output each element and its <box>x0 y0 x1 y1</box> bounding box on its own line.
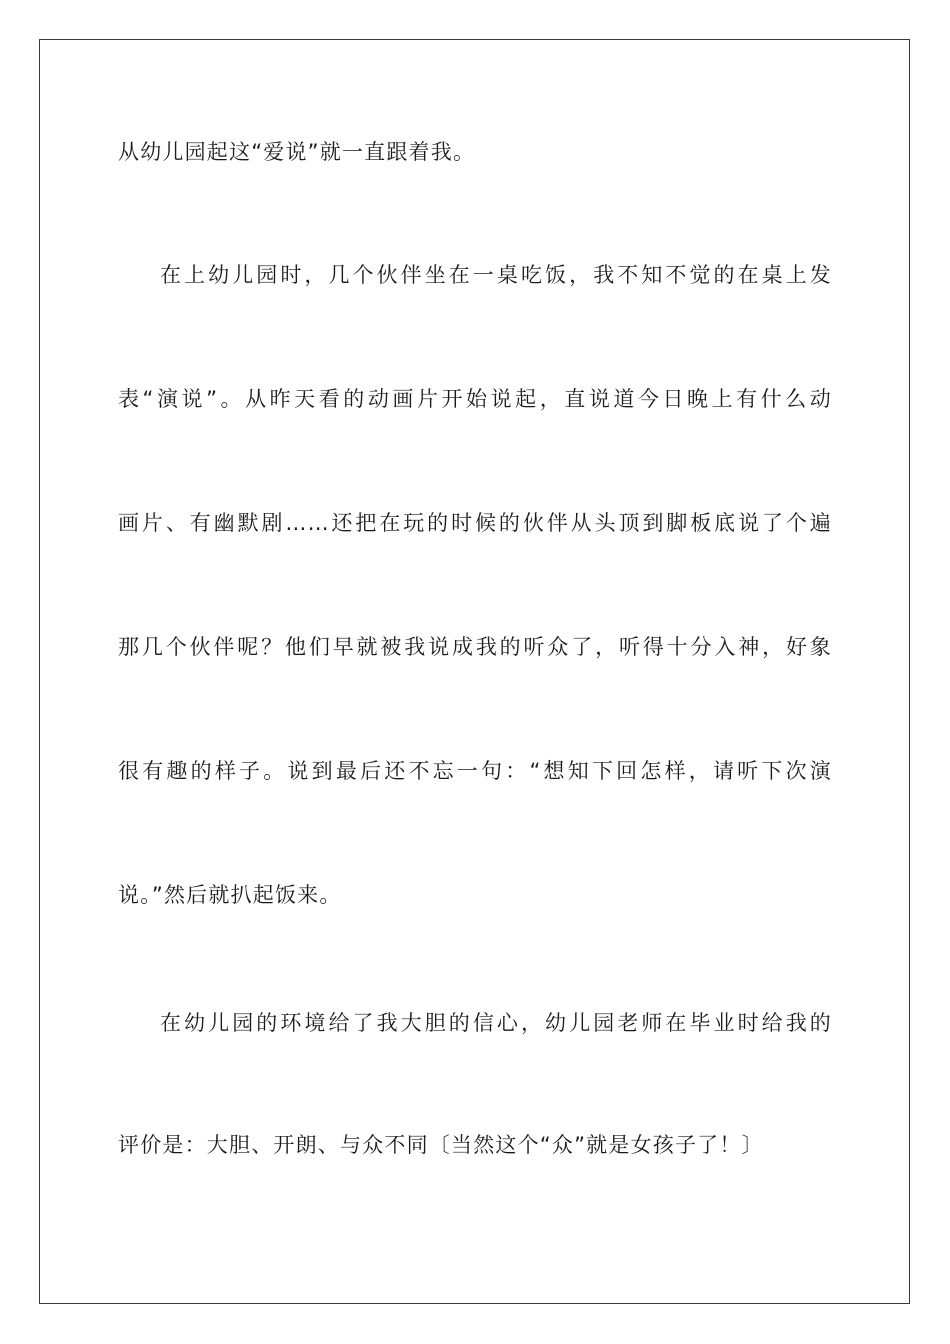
page-border <box>39 39 910 1304</box>
text-line-3: 表“演说”。从昨天看的动画片开始说起，直说道今日晚上有什么动 <box>118 387 832 411</box>
text-line-8-paragraph-start: 在幼儿园的环境给了我大胆的信心，幼儿园老师在毕业时给我的 <box>160 1011 832 1035</box>
text-line-4: 画片、有幽默剧……还把在玩的时候的伙伴从头顶到脚板底说了个遍 <box>118 511 832 535</box>
text-line-6: 很有趣的样子。说到最后还不忘一句：“想知下回怎样，请听下次演 <box>118 759 832 783</box>
text-line-2-paragraph-start: 在上幼儿园时，几个伙伴坐在一桌吃饭，我不知不觉的在桌上发 <box>160 263 832 287</box>
text-line-5: 那几个伙伴呢？他们早就被我说成我的听众了，听得十分入神，好象 <box>118 635 832 659</box>
text-line-9: 评价是：大胆、开朗、与众不同〔当然这个“众”就是女孩子了！〕 <box>118 1133 764 1157</box>
text-line-1: 从幼儿园起这“爱说”就一直跟着我。 <box>118 140 476 164</box>
text-line-7: 说。”然后就扒起饭来。 <box>118 883 342 907</box>
